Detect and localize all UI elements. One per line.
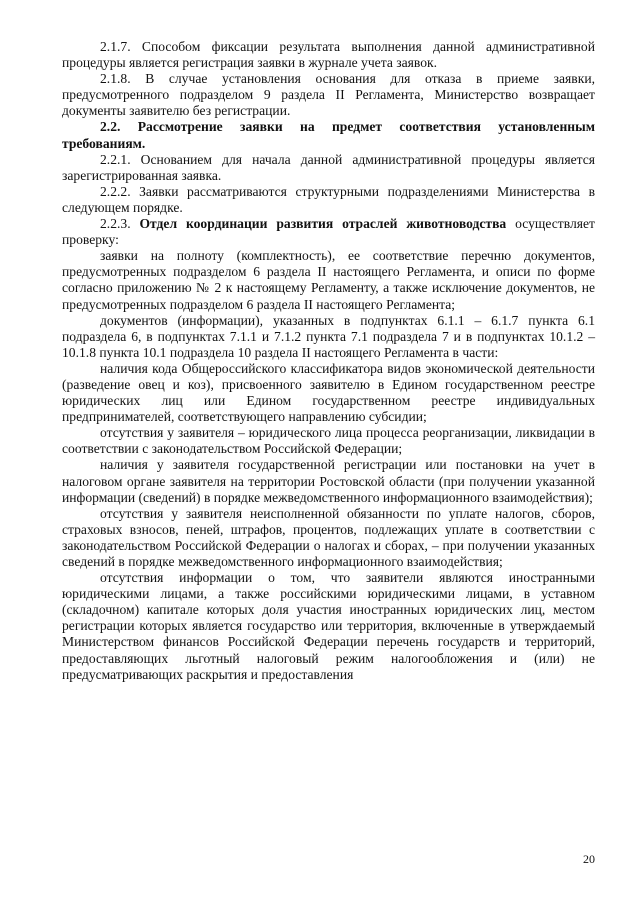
paragraph-2-2-3-text: осуществляет проверку: — [62, 216, 595, 248]
department-name: Отдел координации развития отраслей животноводства — [139, 216, 507, 232]
check-item-reorganization: отсутствия у заявителя – юридического лица процесса реорганизации, ликвидации в соответствии с законодательством Российской Федерации; — [62, 425, 595, 457]
check-item-tax-registration: наличия у заявителя государственной регистрации или постановки на учет в налоговом органе заявителя на территории Ростовской области (при получении указанной информации (сведений) в порядке межведомственного информационного взаимодействия); — [62, 457, 595, 505]
paragraph-2-2-1: 2.2.1. Основанием для начала данной административной процедуры является зарегистрированная заявка. — [62, 151, 595, 183]
paragraph-2-2-3 — [62, 216, 595, 248]
paragraph-2-2-3-number: 2.2.3. — [100, 216, 131, 232]
check-item-foreign-entities: отсутствия информации о том, что заявители являются иностранными юридическими лицами, а также российскими юридическими лицами, в уставном (складочном) капитале которых доля участия иностранных юридических лиц, местом регистрации которых является государство или территория, включенные в утверждаемый Министерством финансов Российской Федерации перечень государств и территорий, предоставляющих льготный налоговый режим налогообложения и (или) не предусматривающих раскрытия и предоставления — [62, 570, 595, 682]
paragraph-2-1-8: 2.1.8. В случае установления основания для отказа в приеме заявки, предусмотренного подразделом 9 раздела II Регламента, Министерство возвращает документы заявителю без регистрации. — [62, 71, 595, 119]
check-item-okved-code: наличия кода Общероссийского классификатора видов экономической деятельности (разведение овец и коз), присвоенного заявителю в Едином государственном реестре юридических лиц или Едином государственном реестре индивидуальных предпринимателей, соответствующего направлению субсидии; — [62, 360, 595, 425]
paragraph-2-2-2: 2.2.2. Заявки рассматриваются структурными подразделениями Министерства в следующем порядке. — [62, 183, 595, 215]
check-item-completeness: заявки на полноту (комплектность), ее соответствие перечню документов, предусмотренных подразделом 6 раздела II настоящего Регламента, и описи по форме согласно приложению № 2 к настоящему Регламенту, а также исключение документов, не предусмотренных подразделом 6 раздела II настоящего Регламента; — [62, 248, 595, 312]
section-heading-2-2: 2.2. Рассмотрение заявки на предмет соответствия установленным требованиям. — [62, 119, 595, 151]
check-item-documents: документов (информации), указанных в подпунктах 6.1.1 – 6.1.7 пункта 6.1 подраздела 6, в подпунктах 7.1.1 и 7.1.2 пункта 7.1 подраздела 7 и в подпунктах 10.1.2 – 10.1.8 пункта 10.1 подраздела 10 раздела II настоящего Регламента в части: — [62, 312, 595, 360]
paragraph-2-1-7: 2.1.7. Способом фиксации результата выполнения данной административной процедуры является регистрация заявки в журнале учета заявок. — [62, 39, 595, 71]
page-number: 20 — [583, 852, 595, 866]
check-item-tax-debts: отсутствия у заявителя неисполненной обязанности по уплате налогов, сборов, страховых взносов, пеней, штрафов, процентов, подлежащих уплате в соответствии с законодательством Российской Федерации о налогах и сборах, – при получении указанных сведений в порядке межведомственного информационного взаимодействия; — [62, 505, 595, 569]
document-body — [62, 39, 595, 683]
